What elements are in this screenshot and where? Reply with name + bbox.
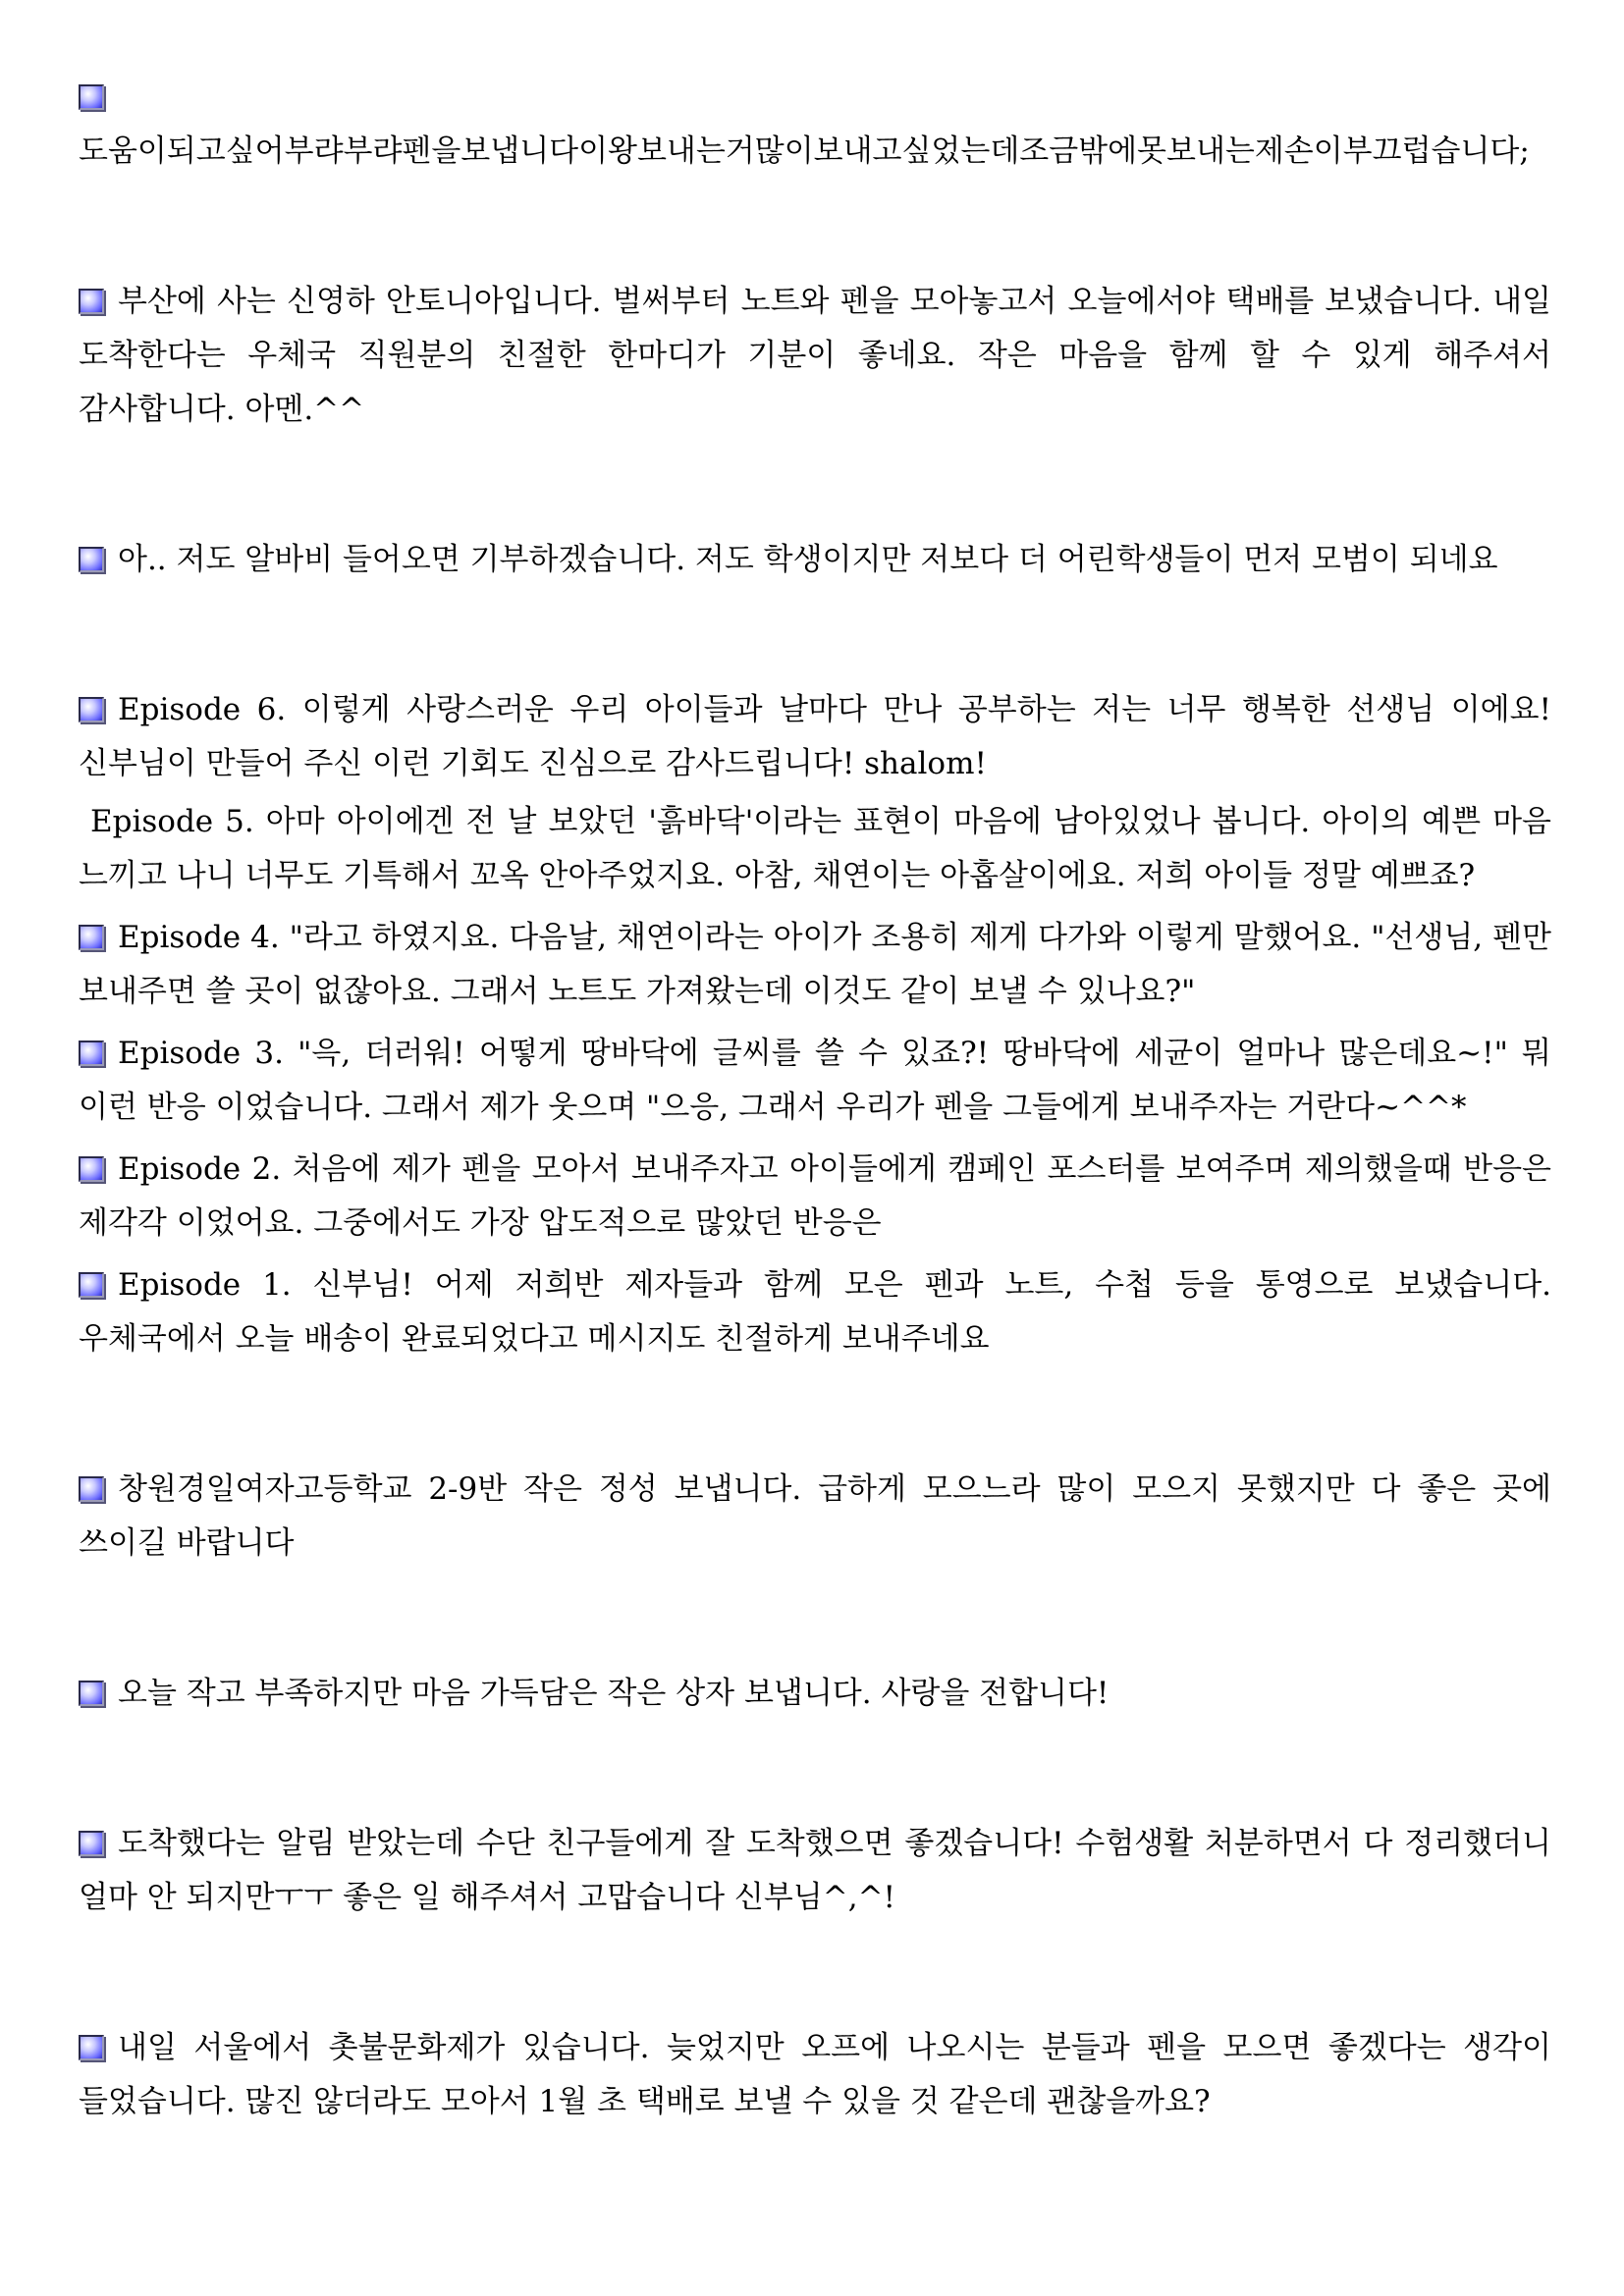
- comment-entry: [79, 1817, 1551, 1925]
- comment-text: Episode 3. "윽, 더러워! 어떻게 땅바닥에 글씨를 쓸 수 있죠?! 땅바닥에 세균이 얼마나 많은데요~!" 뭐 이런 반응 이었습니다. 그래서 제가 웃으며 "으응, 그래서 우리가 펜을 그들에게 보내주자는 거란다~^^*: [79, 1036, 1551, 1125]
- comment-text: 내일 서울에서 촛불문화제가 있습니다. 늦었지만 오프에 나오시는 분들과 펜을 모으면 좋겠다는 생각이 들었습니다. 많진 않더라도 모아서 1월 초 택배로 보낼 수 있을 것 같은데 괜찮을까요?: [79, 2030, 1551, 2119]
- square-bullet-icon: [79, 547, 104, 572]
- comment-entry: [79, 911, 1551, 1019]
- square-bullet-icon: [79, 1831, 104, 1856]
- square-bullet-icon: [79, 697, 104, 722]
- comment-entry: [79, 1027, 1551, 1135]
- comment-entry: [79, 1258, 1551, 1366]
- comment-entry: [79, 683, 1551, 791]
- comment-text: 부산에 사는 신영하 안토니아입니다. 벌써부터 노트와 펜을 모아놓고서 오늘에서야 택배를 보냈습니다. 내일 도착한다는 우체국 직원분의 친절한 한마디가 기분이 좋네요. 작은 마음을 함께 할 수 있게 해주셔서 감사합니다. 아멘.^^: [79, 284, 1551, 427]
- comment-text: 도착했다는 알림 받았는데 수단 친구들에게 잘 도착했으면 좋겠습니다! 수험생활 처분하면서 다 정리했더니 얼마 안 되지만ㅜㅜ 좋은 일 해주셔서 고맙습니다 신부님^,^!: [79, 1826, 1551, 1915]
- comment-text: 도움이되고싶어부랴부랴펜을보냅니다이왕보내는거많이보내고싶었는데조금밖에못보내는제손이부끄럽습니다;: [79, 133, 1530, 169]
- comment-entry: [79, 1667, 1551, 1721]
- comment-entry: [79, 275, 1551, 437]
- comment-document: [79, 71, 1551, 2129]
- comment-entry: [79, 1463, 1551, 1571]
- square-bullet-icon: [79, 84, 104, 110]
- comment-text: Episode 6. 이렇게 사랑스러운 우리 아이들과 날마다 만나 공부하는 저는 너무 행복한 선생님 이에요! 신부님이 만들어 주신 이런 기회도 진심으로 감사드립니다! shalom!: [79, 692, 1551, 781]
- square-bullet-icon: [79, 1272, 104, 1298]
- square-bullet-icon: [79, 1476, 104, 1502]
- square-bullet-icon: [79, 2035, 104, 2060]
- comment-entry: [79, 533, 1551, 587]
- comment-entry: [79, 795, 1551, 903]
- square-bullet-icon: [79, 1041, 104, 1066]
- comment-entry: [79, 2021, 1551, 2129]
- square-bullet-icon: [79, 1156, 104, 1182]
- square-bullet-icon: [79, 1681, 104, 1706]
- comment-text: 오늘 작고 부족하지만 마음 가득담은 작은 상자 보냅니다. 사랑을 전합니다!: [118, 1676, 1110, 1711]
- comment-text: Episode 1. 신부님! 어제 저희반 제자들과 함께 모은 펜과 노트, 수첩 등을 통영으로 보냈습니다. 우체국에서 오늘 배송이 완료되었다고 메시지도 친절하게 보내주네요: [79, 1267, 1551, 1357]
- comment-text: Episode 2. 처음에 제가 펜을 모아서 보내주자고 아이들에게 캠페인 포스터를 보여주며 제의했을때 반응은 제각각 이었어요. 그중에서도 가장 압도적으로 많았던 반응은: [79, 1151, 1551, 1241]
- comment-text: 창원경일여자고등학교 2-9반 작은 정성 보냅니다. 급하게 모으느라 많이 모으지 못했지만 다 좋은 곳에 쓰이길 바랍니다: [79, 1471, 1551, 1561]
- comment-text: Episode 5. 아마 아이에겐 전 날 보았던 '흙바닥'이라는 표현이 마음에 남아있었나 봅니다. 아이의 예쁜 마음 느끼고 나니 너무도 기특해서 꼬옥 안아주었지요. 아참, 채연이는 아홉살이에요. 저희 아이들 정말 예쁘죠?: [79, 804, 1551, 893]
- square-bullet-icon: [79, 289, 104, 314]
- comment-entry: [79, 1143, 1551, 1251]
- comment-entry: [79, 71, 1551, 179]
- square-bullet-icon: [79, 925, 104, 950]
- comment-text: 아.. 저도 알바비 들어오면 기부하겠습니다. 저도 학생이지만 저보다 더 어린학생들이 먼저 모범이 되네요: [118, 542, 1498, 577]
- comment-text: Episode 4. "라고 하였지요. 다음날, 채연이라는 아이가 조용히 제게 다가와 이렇게 말했어요. "선생님, 펜만 보내주면 쓸 곳이 없잖아요. 그래서 노트도 가져왔는데 이것도 같이 보낼 수 있나요?": [79, 920, 1551, 1009]
